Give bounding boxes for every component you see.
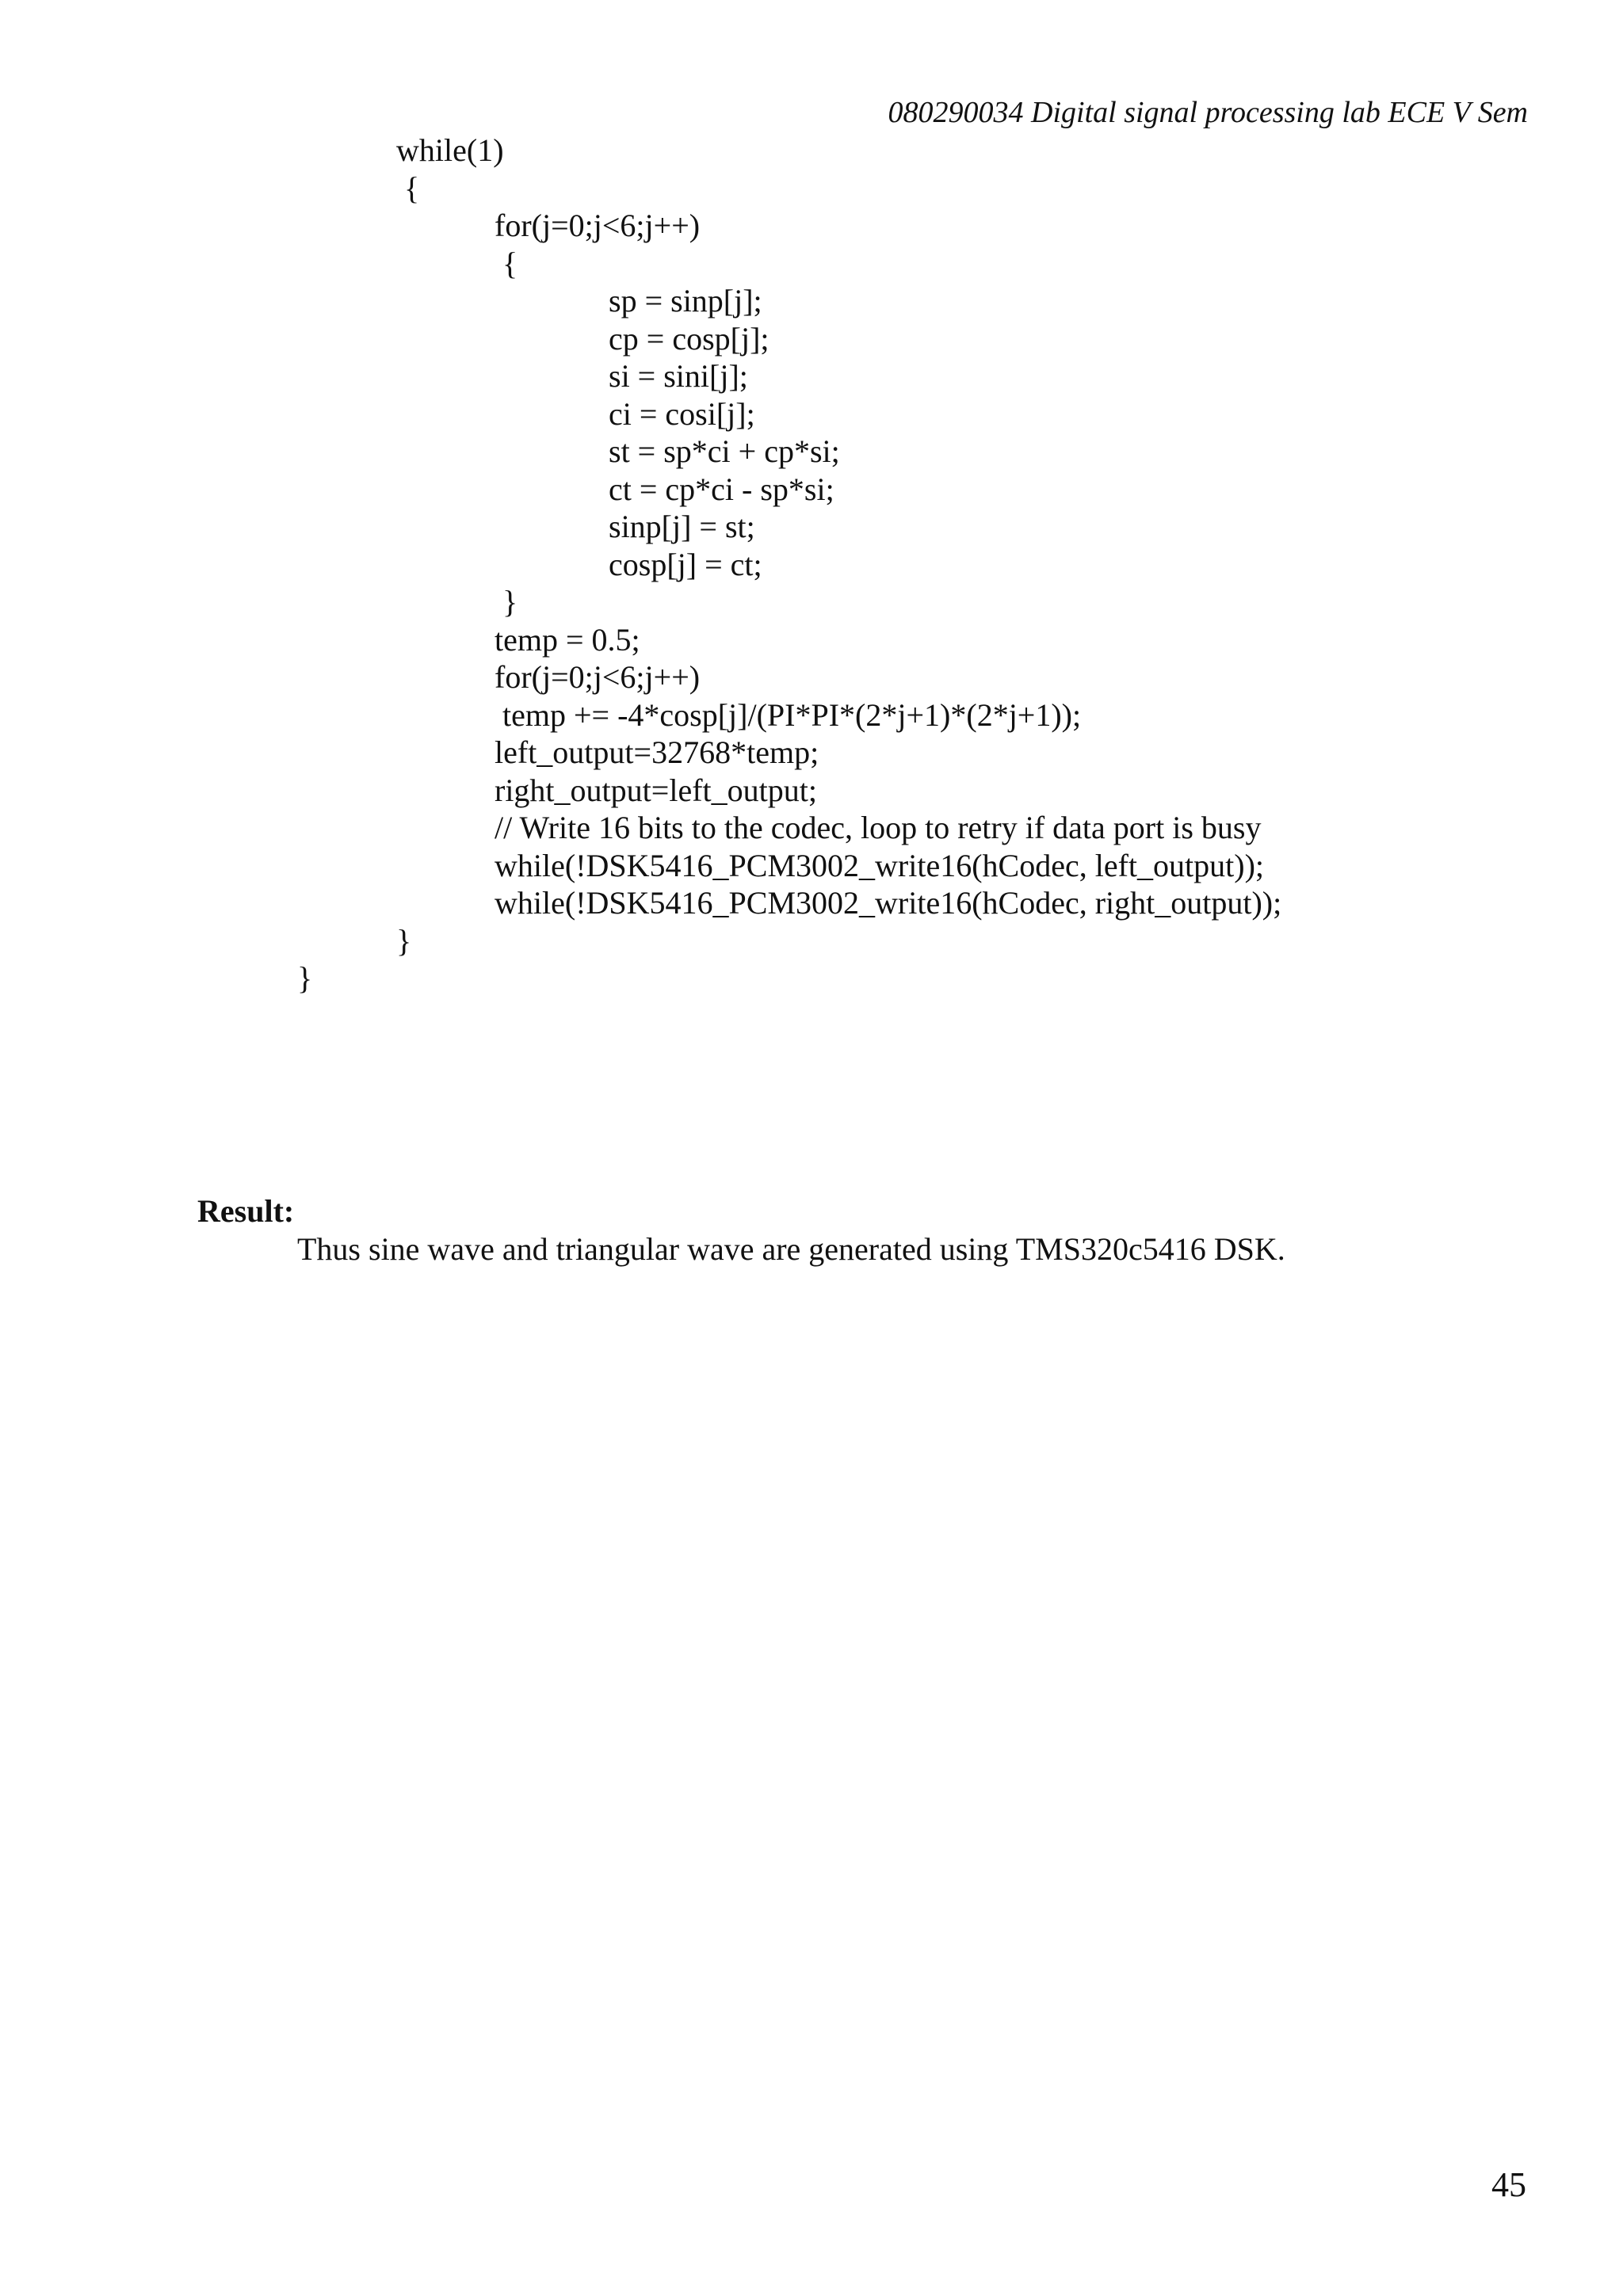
code-line: [0, 658, 1623, 696]
code-line: [0, 207, 1623, 245]
result-text: Thus sine wave and triangular wave are generated using TMS320c5416 DSK.: [297, 1231, 1285, 1267]
code-text: while(!DSK5416_PCM3002_write16(hCodec, right_output));: [495, 885, 1282, 921]
code-line: [0, 132, 1623, 170]
code-line: [0, 170, 1623, 208]
code-line: [0, 245, 1623, 283]
code-text: left_output=32768*temp;: [495, 734, 819, 770]
code-text: ct = cp*ci - sp*si;: [609, 471, 834, 507]
code-line: [0, 847, 1623, 885]
code-text: cp = cosp[j];: [609, 320, 769, 357]
code-text: for(j=0;j<6;j++): [495, 208, 701, 243]
code-line: [0, 395, 1623, 433]
code-line: [0, 282, 1623, 320]
code-text: }: [396, 922, 412, 959]
code-line: [0, 959, 1623, 997]
page-number: 45: [1491, 2165, 1526, 2204]
code-line: [0, 734, 1623, 772]
code-text: temp = 0.5;: [495, 621, 640, 658]
code-line: [0, 471, 1623, 509]
code-text: for(j=0;j<6;j++): [495, 659, 701, 695]
code-line: [0, 809, 1623, 847]
code-line: [0, 320, 1623, 358]
code-text: while(!DSK5416_PCM3002_write16(hCodec, left_output));: [495, 847, 1264, 883]
code-text: right_output=left_output;: [495, 772, 817, 808]
code-text: si = sini[j];: [609, 358, 748, 394]
code-text: sp = sinp[j];: [609, 283, 762, 318]
code-text: {: [502, 245, 518, 281]
result-heading: Result:: [197, 1193, 295, 1229]
code-line: [0, 621, 1623, 659]
code-text: // Write 16 bits to the codec, loop to retry if data port is busy: [495, 810, 1262, 845]
code-line: [0, 922, 1623, 960]
code-line: [0, 583, 1623, 621]
page-header: 080290034 Digital signal processing lab ECE V Sem: [888, 96, 1528, 129]
code-line: [0, 772, 1623, 810]
code-text: cosp[j] = ct;: [609, 546, 762, 582]
code-block: [0, 132, 1623, 997]
code-text: ci = cosi[j];: [609, 395, 755, 432]
code-text: sinp[j] = st;: [609, 509, 755, 544]
code-text: }: [297, 960, 313, 996]
code-text: }: [502, 584, 518, 620]
code-text: {: [404, 170, 420, 206]
code-line: [0, 357, 1623, 395]
code-line: [0, 433, 1623, 471]
code-line: [0, 508, 1623, 546]
code-line: [0, 696, 1623, 734]
code-text: temp += -4*cosp[j]/(PI*PI*(2*j+1)*(2*j+1));: [502, 696, 1082, 733]
code-line: [0, 546, 1623, 584]
code-text: while(1): [396, 132, 504, 168]
code-line: [0, 884, 1623, 922]
code-text: st = sp*ci + cp*si;: [609, 433, 840, 469]
